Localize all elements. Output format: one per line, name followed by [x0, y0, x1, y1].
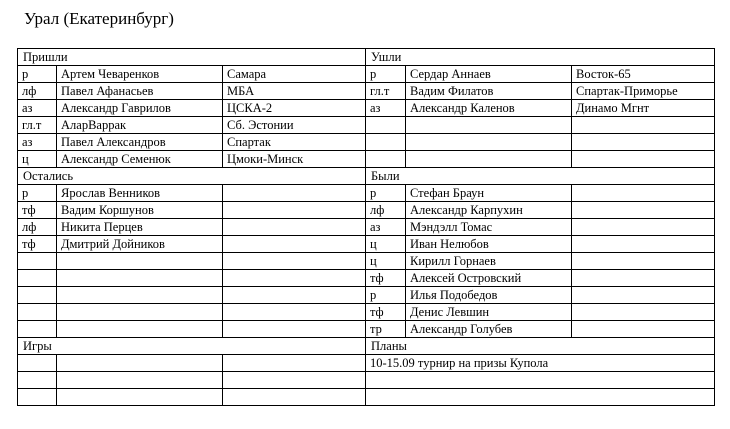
- table-row: [18, 134, 715, 151]
- left-club-cell: Динамо Мгнт: [572, 100, 715, 117]
- stayed-player-name-cell: Ярослав Венников: [57, 185, 223, 202]
- stayed-club-cell: [223, 202, 366, 219]
- stayed-position-cell: [18, 287, 57, 304]
- stayed-player-name-cell: [57, 253, 223, 270]
- section-header-arrived: Пришли: [18, 49, 366, 66]
- arrived-position-cell: ц: [18, 151, 57, 168]
- were-player-name-cell: Мэндэлл Томас: [406, 219, 572, 236]
- left-club-cell: [572, 117, 715, 134]
- stayed-club-cell: [223, 236, 366, 253]
- were-club-cell: [572, 270, 715, 287]
- table-row: [18, 117, 715, 134]
- stayed-player-name-cell: [57, 321, 223, 338]
- section-header-games: Игры: [18, 338, 366, 355]
- stayed-club-cell: [223, 270, 366, 287]
- table-row: [18, 253, 715, 270]
- arrived-player-name-cell: Павел Александров: [57, 134, 223, 151]
- were-player-name-cell: Стефан Браун: [406, 185, 572, 202]
- were-position-cell: р: [366, 185, 406, 202]
- arrived-club-cell: Самара: [223, 66, 366, 83]
- stayed-position-cell: [18, 304, 57, 321]
- stayed-club-cell: [223, 321, 366, 338]
- stayed-player-name-cell: [57, 287, 223, 304]
- roster-table: [17, 48, 715, 406]
- section-header-row: [18, 49, 715, 66]
- left-player-name-cell: [406, 151, 572, 168]
- games-position-cell: [18, 389, 57, 406]
- table-row: [18, 66, 715, 83]
- plans-text-cell: 10-15.09 турнир на призы Купола: [366, 355, 715, 372]
- games-player-name-cell: [57, 372, 223, 389]
- arrived-club-cell: ЦСКА-2: [223, 100, 366, 117]
- stayed-position-cell: [18, 321, 57, 338]
- table-row: [18, 321, 715, 338]
- games-club-cell: [223, 389, 366, 406]
- stayed-club-cell: [223, 219, 366, 236]
- were-position-cell: тф: [366, 270, 406, 287]
- page-title: Урал (Екатеринбург): [24, 9, 174, 28]
- games-club-cell: [223, 355, 366, 372]
- left-club-cell: Спартак-Приморье: [572, 83, 715, 100]
- section-header-row: [18, 168, 715, 185]
- table-row: [18, 151, 715, 168]
- stayed-position-cell: [18, 270, 57, 287]
- were-player-name-cell: Денис Левшин: [406, 304, 572, 321]
- table-row: [18, 236, 715, 253]
- left-player-name-cell: Александр Каленов: [406, 100, 572, 117]
- stayed-club-cell: [223, 287, 366, 304]
- arrived-player-name-cell: Александр Гаврилов: [57, 100, 223, 117]
- were-club-cell: [572, 304, 715, 321]
- were-player-name-cell: Илья Подобедов: [406, 287, 572, 304]
- were-club-cell: [572, 236, 715, 253]
- arrived-position-cell: аз: [18, 100, 57, 117]
- left-position-cell: [366, 134, 406, 151]
- left-club-cell: Восток-65: [572, 66, 715, 83]
- table-row: [18, 185, 715, 202]
- left-player-name-cell: [406, 134, 572, 151]
- arrived-position-cell: гл.т: [18, 117, 57, 134]
- stayed-player-name-cell: Дмитрий Дойников: [57, 236, 223, 253]
- section-header-stayed: Остались: [18, 168, 366, 185]
- left-position-cell: гл.т: [366, 83, 406, 100]
- stayed-position-cell: р: [18, 185, 57, 202]
- arrived-player-name-cell: Павел Афанасьев: [57, 83, 223, 100]
- table-row: [18, 100, 715, 117]
- were-player-name-cell: Кирилл Горнаев: [406, 253, 572, 270]
- arrived-position-cell: р: [18, 66, 57, 83]
- were-club-cell: [572, 185, 715, 202]
- left-position-cell: аз: [366, 100, 406, 117]
- were-position-cell: тр: [366, 321, 406, 338]
- table-row: [18, 355, 715, 372]
- section-header-row: [18, 338, 715, 355]
- stayed-player-name-cell: [57, 304, 223, 321]
- left-position-cell: р: [366, 66, 406, 83]
- table-row: [18, 202, 715, 219]
- section-header-plans: Планы: [366, 338, 715, 355]
- stayed-player-name-cell: [57, 270, 223, 287]
- were-position-cell: ц: [366, 236, 406, 253]
- stayed-player-name-cell: Никита Перцев: [57, 219, 223, 236]
- were-position-cell: тф: [366, 304, 406, 321]
- were-club-cell: [572, 219, 715, 236]
- arrived-club-cell: МБА: [223, 83, 366, 100]
- were-position-cell: р: [366, 287, 406, 304]
- games-club-cell: [223, 372, 366, 389]
- left-position-cell: [366, 117, 406, 134]
- were-player-name-cell: Алексей Островский: [406, 270, 572, 287]
- arrived-club-cell: Цмоки-Минск: [223, 151, 366, 168]
- were-position-cell: аз: [366, 219, 406, 236]
- games-player-name-cell: [57, 389, 223, 406]
- arrived-position-cell: лф: [18, 83, 57, 100]
- table-row: [18, 219, 715, 236]
- table-row: [18, 83, 715, 100]
- table-row: [18, 270, 715, 287]
- stayed-position-cell: тф: [18, 202, 57, 219]
- games-position-cell: [18, 372, 57, 389]
- were-club-cell: [572, 202, 715, 219]
- arrived-position-cell: аз: [18, 134, 57, 151]
- stayed-player-name-cell: Вадим Коршунов: [57, 202, 223, 219]
- table-row: [18, 389, 715, 406]
- were-position-cell: ц: [366, 253, 406, 270]
- left-player-name-cell: [406, 117, 572, 134]
- left-position-cell: [366, 151, 406, 168]
- section-header-left: Ушли: [366, 49, 715, 66]
- stayed-position-cell: тф: [18, 236, 57, 253]
- were-player-name-cell: Иван Нелюбов: [406, 236, 572, 253]
- were-club-cell: [572, 253, 715, 270]
- stayed-club-cell: [223, 185, 366, 202]
- were-player-name-cell: Александр Карпухин: [406, 202, 572, 219]
- table-row: [18, 287, 715, 304]
- arrived-player-name-cell: Александр Семенюк: [57, 151, 223, 168]
- stayed-position-cell: лф: [18, 219, 57, 236]
- left-player-name-cell: Сердар Аннаев: [406, 66, 572, 83]
- arrived-player-name-cell: АларВаррак: [57, 117, 223, 134]
- games-player-name-cell: [57, 355, 223, 372]
- were-player-name-cell: Александр Голубев: [406, 321, 572, 338]
- stayed-club-cell: [223, 304, 366, 321]
- left-club-cell: [572, 134, 715, 151]
- plans-text-cell: [366, 389, 715, 406]
- table-row: [18, 304, 715, 321]
- arrived-player-name-cell: Артем Чеваренков: [57, 66, 223, 83]
- arrived-club-cell: Сб. Эстонии: [223, 117, 366, 134]
- stayed-position-cell: [18, 253, 57, 270]
- were-club-cell: [572, 321, 715, 338]
- were-club-cell: [572, 287, 715, 304]
- left-club-cell: [572, 151, 715, 168]
- table-row: [18, 372, 715, 389]
- were-position-cell: лф: [366, 202, 406, 219]
- games-position-cell: [18, 355, 57, 372]
- section-header-were: Были: [366, 168, 715, 185]
- arrived-club-cell: Спартак: [223, 134, 366, 151]
- plans-text-cell: [366, 372, 715, 389]
- stayed-club-cell: [223, 253, 366, 270]
- left-player-name-cell: Вадим Филатов: [406, 83, 572, 100]
